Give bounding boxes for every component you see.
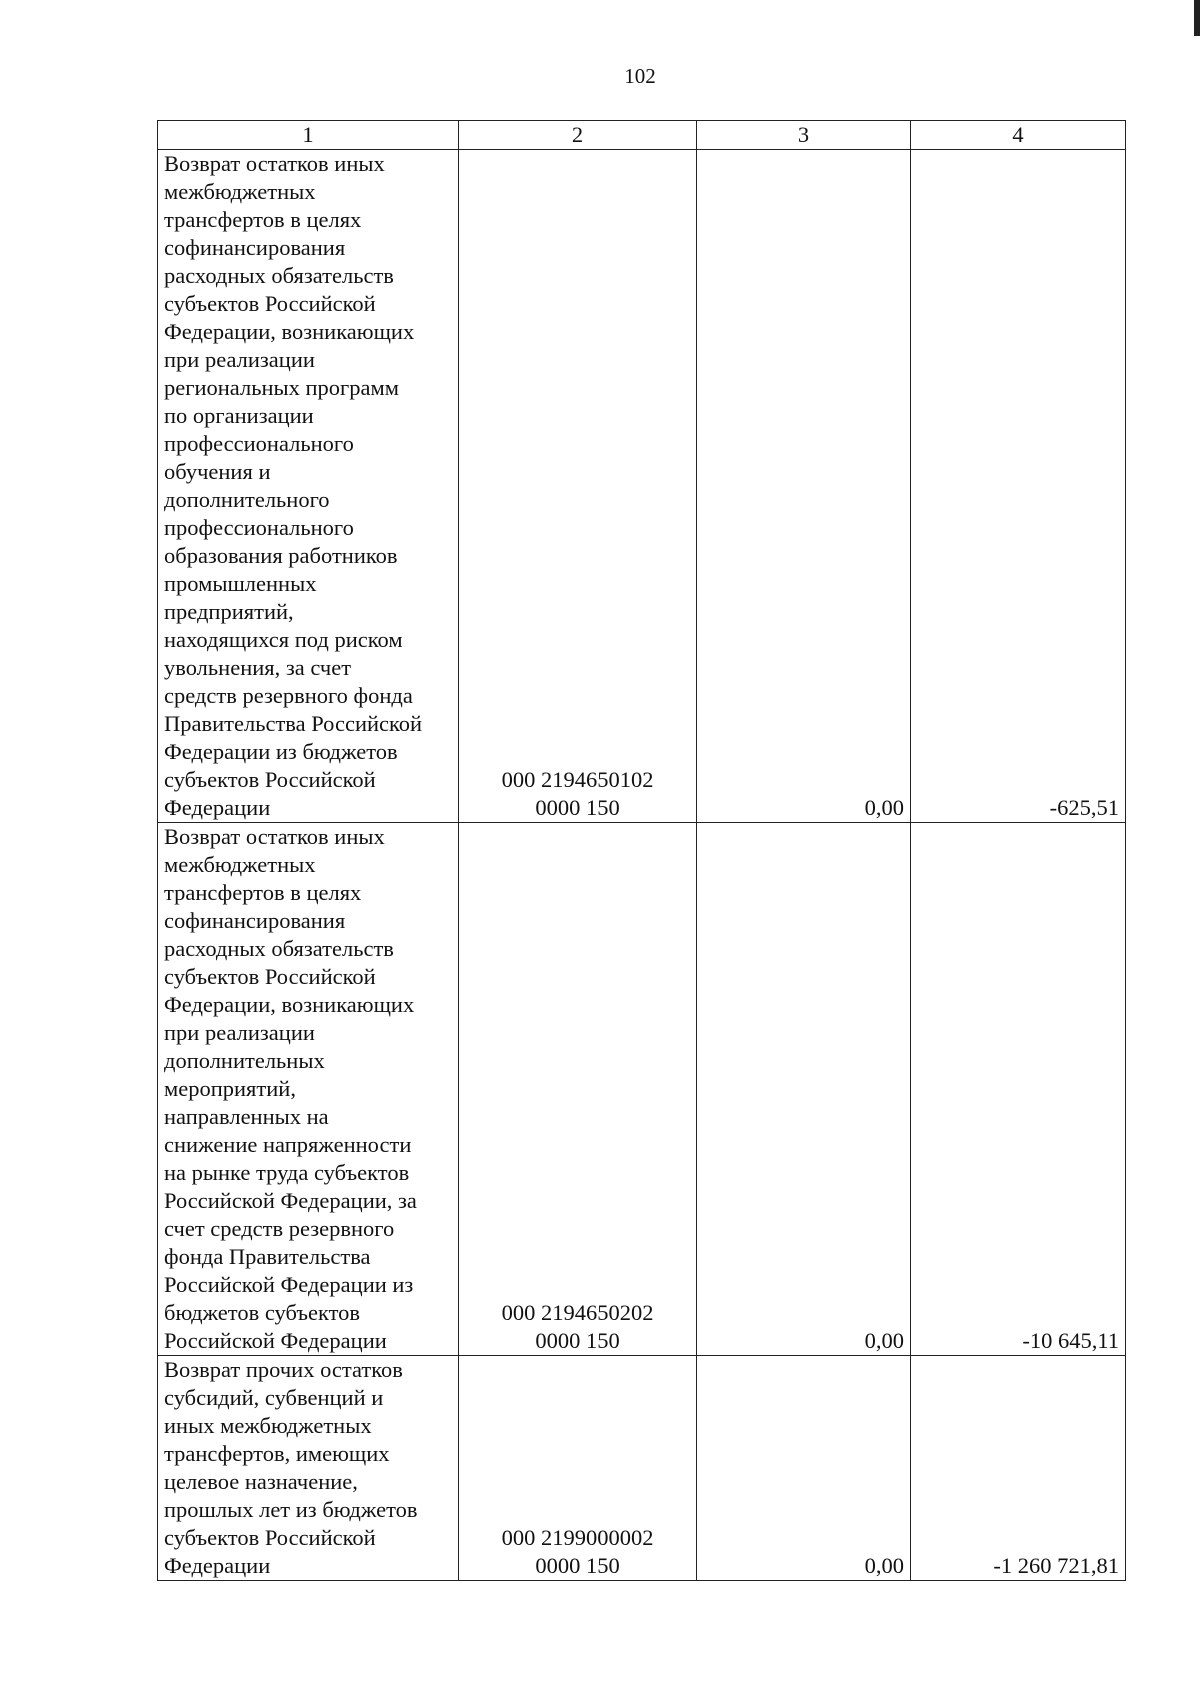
row-budget-code: 000 2194650202 0000 150 xyxy=(459,823,697,1356)
table-header-row xyxy=(158,121,1126,150)
budget-table xyxy=(157,120,1126,1581)
row-value-col3: 0,00 xyxy=(697,1356,911,1581)
row-value-col4: -1 260 721,81 xyxy=(911,1356,1126,1581)
row-budget-code: 000 2199000002 0000 150 xyxy=(459,1356,697,1581)
column-header-2: 2 xyxy=(459,121,697,150)
row-description: Возврат прочих остатков субсидий, субвенций и иных межбюджетных трансфертов, имеющих целевое назначение, прошлых лет из бюджетов субъектов Российской Федерации xyxy=(158,1356,459,1581)
row-value-col3: 0,00 xyxy=(697,150,911,823)
table-row xyxy=(158,823,1126,1356)
row-value-col4: -625,51 xyxy=(911,150,1126,823)
column-header-3: 3 xyxy=(697,121,911,150)
page-number: 102 xyxy=(624,64,656,88)
table-row xyxy=(158,1356,1126,1581)
column-header-1: 1 xyxy=(158,121,459,150)
table-row xyxy=(158,150,1126,823)
row-description: Возврат остатков иных межбюджетных трансфертов в целях софинансирования расходных обязательств субъектов Российской Федерации, возникающих при реализации дополнительных мероприятий, направленных на снижение напряженности на рынке труда субъектов Российской Федерации, за счет средств резервного фонда Правительства Российской Федерации из бюджетов субъектов Российской Федерации xyxy=(158,823,459,1356)
row-value-col3: 0,00 xyxy=(697,823,911,1356)
row-budget-code: 000 2194650102 0000 150 xyxy=(459,150,697,823)
column-header-4: 4 xyxy=(911,121,1126,150)
scan-edge-mark xyxy=(1194,0,1200,36)
row-value-col4: -10 645,11 xyxy=(911,823,1126,1356)
row-description: Возврат остатков иных межбюджетных трансфертов в целях софинансирования расходных обязательств субъектов Российской Федерации, возникающих при реализации региональных программ по организации профессионального обучения и дополнительного профессионального образования работников промышленных предприятий, находящихся под риском увольнения, за счет средств резервного фонда Правительства Российской Федерации из бюджетов субъектов Российской Федерации xyxy=(158,150,459,823)
